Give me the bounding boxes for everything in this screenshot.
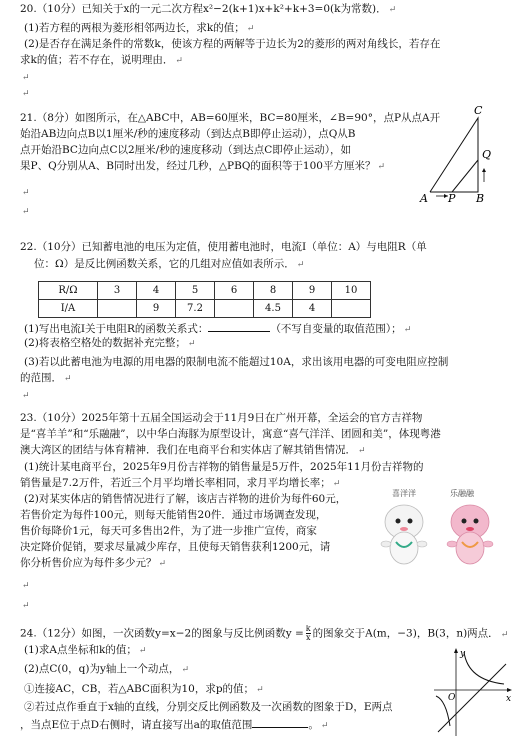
q24-part1: (1)求A点坐标和k的值； ↵	[24, 644, 147, 656]
blank-line: ↵	[22, 581, 30, 591]
q21-line2: 始沿AB边向点B以1厘米/秒的速度移动（到达点B即停止运动），点Q从B	[20, 128, 356, 140]
q23-line2: 是“喜羊羊”和“乐融融”，以中华白海豚为原型设计，寓意“喜气洋洋、团圆和美”，体现粤港	[20, 428, 441, 440]
q23-part2-cont2: 售价每降价1元，每天可多售出2件，为了进一步推广宣传，商家	[20, 525, 317, 537]
table-cell: 4.5	[254, 300, 293, 318]
triangle-figure	[418, 104, 518, 204]
q23-part2-cont3: 决定降价促销，要求尽量减少库存，且使每天销售获利1200元，请	[20, 541, 331, 553]
table-row	[39, 282, 371, 300]
vertex-label-Q: Q	[482, 148, 492, 161]
table-cell	[215, 300, 254, 318]
blank-line: ↵	[22, 601, 30, 611]
vertex-label-A: A	[420, 192, 428, 204]
resistance-current-table	[38, 281, 371, 318]
q21-line4: 果P、Q分别从A、B同时出发，经过几秒，△PBQ的面积等于100平方厘米？ ↵	[20, 160, 386, 172]
q22-part3-cont: 的范围． ↵	[20, 372, 72, 384]
q24-stem: 24.（12分）如图，一次函数y=x−2的图象与反比例函数y = $\frac{k}{x}$ 的图象交于A(m，−3)，B(3，n)两点． ↵	[20, 625, 509, 642]
mascot-name-left: 喜洋洋	[392, 489, 416, 498]
q24-part2-ii: ②若过点作垂直于x轴的直线，分别交反比例函数及一次函数的图象于D，E两点	[24, 701, 393, 713]
vertex-label-C: C	[474, 104, 483, 117]
mascot-name-right: 乐融融	[450, 489, 474, 498]
table-cell: 5	[176, 282, 215, 300]
table-cell: R/Ω	[39, 282, 98, 300]
q24-part2-i: ①连接AC，CB，若△ABC面积为10，求p的值； ↵	[24, 683, 264, 695]
q22-line1: 22.（10分）已知蓄电池的电压为定值，使用蓄电池时，电流I（单位：A）与电阻R（单	[20, 241, 427, 253]
q22-part2: (2)将表格空格处的数据补充完整； ↵	[24, 337, 196, 349]
q20-part2-cont: 求k的值；若不存在，说明理由． ↵	[20, 54, 183, 66]
answer-blank	[208, 320, 270, 332]
q24-part2: (2)点C(0，q)为y轴上一个动点， ↵	[24, 663, 189, 675]
table-cell	[332, 300, 371, 318]
q23-part2-cont1: 若售价定为每件100元，则每天能销售20件．通过市场调查发现，	[20, 509, 327, 521]
q22-part3: (3)若以此蓄电池为电源的用电器的限制电流不能超过10A，求出该用电器的可变电阻应控制	[24, 356, 449, 368]
table-row	[39, 300, 371, 318]
vertex-label-P: P	[448, 192, 456, 204]
table-cell: 3	[98, 282, 137, 300]
table-cell: 4	[137, 282, 176, 300]
function-graph-figure	[430, 646, 514, 738]
q23-part2-cont4: 你分析售价应为每件多少元？ ↵	[20, 557, 167, 569]
table-cell: 9	[293, 282, 332, 300]
q24-part2-ii-cont: ，当点E位于点D右侧时，请直接写出a的取值范围 。 ↵	[20, 716, 428, 734]
blank-line: ↵	[22, 73, 30, 83]
table-cell: 9	[137, 300, 176, 318]
blank-line: ↵	[22, 391, 30, 401]
q22-part1: (1)写出电流I关于电阻R的函数关系式： （不写自变量的取值范围）； ↵	[24, 320, 514, 338]
q23-line1: 23.（10分）2025年第十五届全国运动会于11月9日在广州开幕，全运会的官方吉祥物	[20, 412, 423, 424]
q21-line3: 点开始沿BC边向点C以2厘米/秒的速度移动（到达点C即停止运动），如	[20, 144, 351, 156]
mascot-illustration	[374, 496, 514, 568]
q20-stem: 20.（10分）已知关于x的一元二次方程x²−2(k+1)x+k²+k+3=0(k为常数)． ↵	[20, 3, 397, 15]
table-cell: 10	[332, 282, 371, 300]
blank-line: ↵	[22, 89, 30, 99]
q22-line2: 位：Ω）是反比例函数关系，它的几组对应值如表所示． ↵	[34, 258, 305, 270]
q23-part2: (2)对某实体店的销售情况进行了解，该店吉祥物的进价为每件60元，	[24, 493, 347, 505]
blank-line: ↵	[22, 188, 30, 198]
vertex-label-B: B	[476, 192, 485, 204]
axis-label-y: y	[460, 649, 466, 659]
q23-line3: 澳大湾区的团结与体育精神．我们在电商平台和实体店了解其销售情况． ↵	[20, 444, 366, 456]
q23-part1: (1)统计某电商平台，2025年9月份吉祥物的销售量是5万件，2025年11月份吉祥物的	[24, 461, 424, 473]
q20-part1: (1)若方程的两根为菱形相邻两边长，求k的值； ↵	[24, 22, 255, 34]
table-cell: 4	[293, 300, 332, 318]
table-cell: 8	[254, 282, 293, 300]
q21-line1: 21.（8分）如图所示，在△ABC中，AB=60厘米，BC=80厘米，∠B=90°，点P从点A开	[20, 112, 441, 124]
blank-line: ↵	[22, 207, 30, 217]
table-cell: I/A	[39, 300, 98, 318]
q23-part1-cont: 销售量是7.2万件，若近三个月平均增长率相同，求月平均增长率； ↵	[20, 477, 341, 489]
origin-label: O	[448, 693, 456, 703]
q20-part2: (2)是否存在满足条件的常数k，使该方程的两解等于边长为2的菱形的两对角线长，若存在	[24, 38, 441, 50]
table-cell	[98, 300, 137, 318]
table-cell: 6	[215, 282, 254, 300]
table-cell: 7.2	[176, 300, 215, 318]
fraction-k-over-x: $\frac{k}{x}$	[305, 625, 311, 642]
answer-blank	[252, 716, 308, 728]
axis-label-x: x	[506, 694, 512, 704]
